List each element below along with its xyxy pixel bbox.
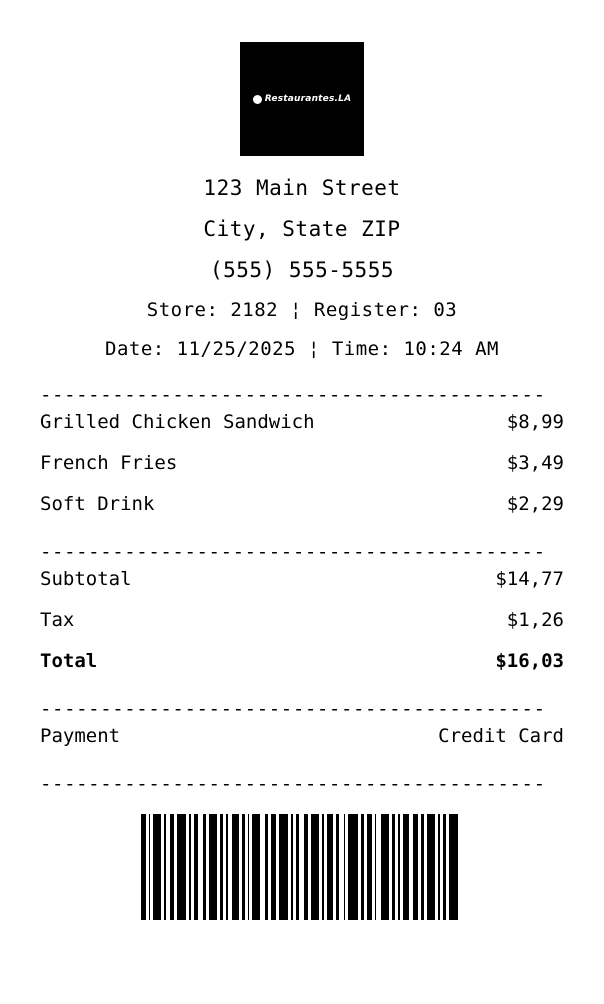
barcode-bar (348, 814, 357, 920)
payment-label: Payment (40, 725, 121, 747)
store-register-info: Store: 2182 ¦ Register: 03 (146, 299, 458, 321)
barcode-bar (381, 814, 389, 920)
barcode-bar (311, 814, 319, 920)
phone-number: (555) 555-5555 (209, 258, 394, 282)
barcode-container (40, 814, 564, 920)
logo-inner (253, 94, 352, 104)
logo-container (40, 42, 564, 156)
subtotal-label: Subtotal (40, 568, 132, 590)
circle-logo-mark-icon (253, 95, 262, 104)
total-label: Total (40, 650, 98, 672)
barcode-bar (177, 814, 186, 920)
address-line-1: 123 Main Street (203, 176, 401, 200)
divider-top: ------------------------------------------ (40, 386, 546, 404)
barcode-bar (427, 814, 435, 920)
line-item-name: French Fries (40, 452, 178, 474)
totals-row-subtotal (40, 570, 564, 589)
line-item-name: Grilled Chicken Sandwich (40, 411, 315, 433)
barcode-space (458, 814, 463, 920)
divider-payment: ------------------------------------------ (40, 775, 546, 793)
date-time-info: Date: 11/25/2025 ¦ Time: 10:24 AM (105, 338, 499, 360)
totals-row-total (40, 652, 564, 671)
line-item-name: Soft Drink (40, 493, 155, 515)
barcode-bar (449, 814, 458, 920)
brand-name: Restaurantes.LA (264, 94, 352, 104)
totals-row-tax (40, 611, 564, 630)
barcode-bar (209, 814, 217, 920)
line-item (40, 495, 564, 514)
line-item-price: $2,29 (506, 493, 564, 515)
barcode-bar (279, 814, 288, 920)
subtotal-value: $14,77 (495, 568, 564, 590)
line-item-price: $8,99 (506, 411, 564, 433)
barcode-bar (153, 814, 161, 920)
line-item (40, 413, 564, 432)
divider-items: ------------------------------------------ (40, 543, 546, 561)
barcode (141, 814, 463, 920)
line-item (40, 454, 564, 473)
barcode-bar (252, 814, 260, 920)
tax-value: $1,26 (506, 609, 564, 631)
address-line-2: City, State ZIP (203, 217, 401, 241)
divider-totals: ------------------------------------------ (40, 700, 546, 718)
payment-row (40, 727, 564, 746)
line-item-price: $3,49 (506, 452, 564, 474)
payment-method: Credit Card (438, 725, 564, 747)
tax-label: Tax (40, 609, 75, 631)
brand-logo (240, 42, 364, 156)
total-value: $16,03 (495, 650, 564, 672)
